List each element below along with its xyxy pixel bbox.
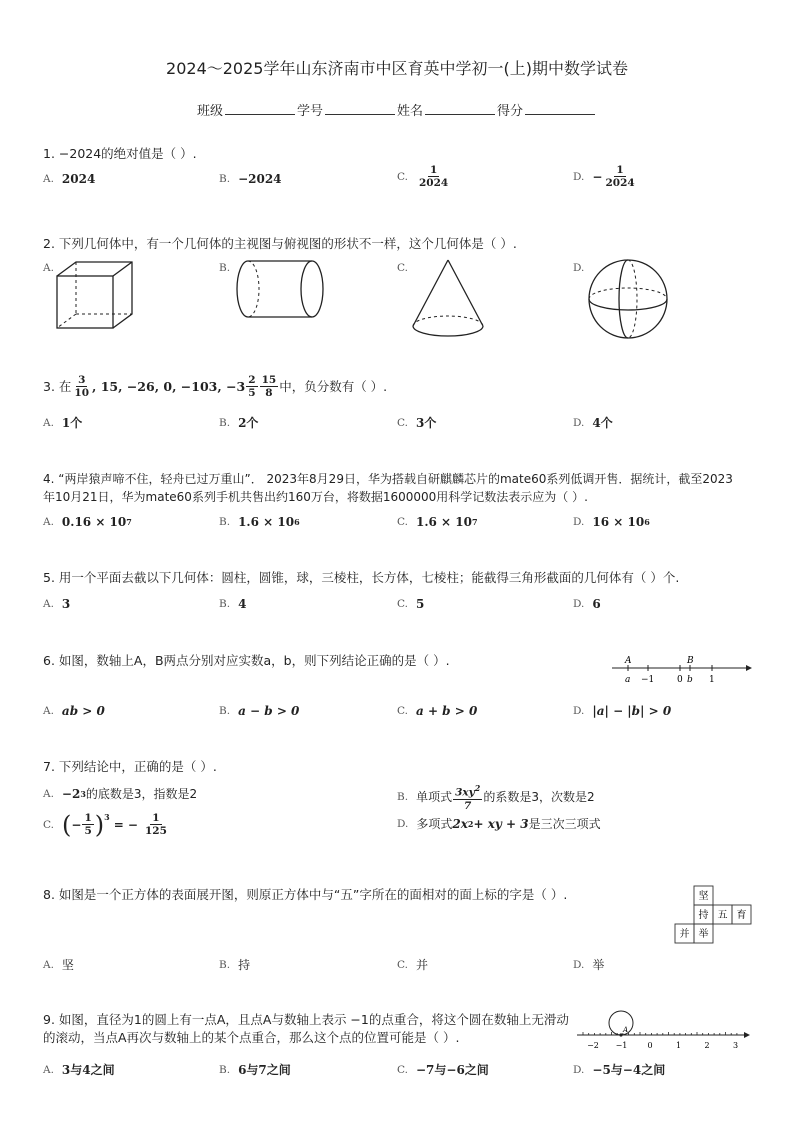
net-face-jian: 坚	[698, 891, 709, 902]
net-face-wu: 五	[717, 910, 728, 921]
svg-text:−1: −1	[615, 1041, 628, 1050]
svg-text:−2: −2	[587, 1041, 599, 1050]
fraction: $\frac{3}{10}$	[74, 374, 90, 399]
cube-figure	[54, 258, 138, 332]
svg-text:b: b	[687, 675, 693, 685]
q8-option-d[interactable]: D. 举	[573, 958, 605, 972]
q3-stem: 3. 在 $\frac{3}{10}$ , 15, −26, 0, −103, −3 $\frac{2}{5}$ $\frac{15}{8}$ 中，负分数有（ ）.	[43, 374, 388, 399]
q9-option-d[interactable]: D. −5与−4之间	[573, 1063, 666, 1077]
page-title: 2024～2025学年山东济南市中区育英中学初一(上)期中数学试卷	[166, 59, 628, 78]
q8-option-b[interactable]: B. 持	[219, 958, 251, 972]
q1-stem: 1. −2024的绝对值是（ ）.	[43, 146, 197, 161]
svg-text:−1: −1	[641, 675, 655, 685]
q7-option-a[interactable]: A. −2 3 的底数是3，指数是2	[43, 786, 198, 801]
cylinder-figure	[232, 258, 328, 324]
q8-stem: 8. 如图是一个正方体的表面展开图，则原正方体中与“五”字所在的面相对的面上标的字是（ ）.	[43, 887, 568, 902]
left-paren: (	[62, 810, 72, 839]
q6-option-a[interactable]: A. ab > 0	[43, 704, 105, 718]
blank-id[interactable]	[325, 101, 395, 115]
net-face-chi: 持	[698, 910, 709, 921]
blank-score[interactable]	[525, 101, 595, 115]
q9-stem-line1: 9. 如图，直径为1的圆上有一点A，且点A与数轴上表示 −1的点重合，将这个圆在数轴上无滑动	[43, 1012, 569, 1027]
circle-point-a: A	[623, 1026, 629, 1034]
q6-number-line	[610, 652, 754, 688]
student-info	[0, 100, 794, 119]
q5-option-b[interactable]: B. 4	[219, 597, 247, 611]
q7-option-b[interactable]: B. 单项式 $\frac{3xy^2}{7}$ 的系数是3，次数是2	[397, 783, 595, 812]
net-face-ju: 举	[698, 929, 709, 940]
q7-option-c[interactable]: C. ( − $\frac{1}{5}$ ) $^3$ = − $\frac{1}{125}$	[43, 810, 167, 839]
q6-option-d[interactable]: D. |a| − |b| > 0	[573, 704, 672, 718]
cone-figure	[408, 256, 490, 342]
fraction: $\frac{1}{2024}$	[419, 164, 449, 189]
field-name: 姓名	[397, 104, 424, 119]
q9-option-a[interactable]: A. 3与4之间	[43, 1063, 115, 1077]
svg-text:0: 0	[677, 675, 683, 685]
q9-rolling-circle-figure	[574, 1006, 754, 1052]
svg-text:0: 0	[647, 1041, 653, 1050]
q5-option-a[interactable]: A. 3	[43, 597, 71, 611]
q3-option-c[interactable]: C. 3个	[397, 416, 437, 430]
fraction: $\frac{1}{125}$	[145, 812, 167, 837]
q9-option-b[interactable]: B. 6与7之间	[219, 1063, 291, 1077]
fraction: $\frac{2}{5}$	[248, 374, 256, 399]
svg-text:2: 2	[704, 1041, 710, 1050]
q9-option-c[interactable]: C. −7与−6之间	[397, 1063, 489, 1077]
svg-text:1: 1	[675, 1041, 682, 1050]
fraction: $\frac{1}{5}$	[84, 812, 92, 837]
q9-stem-line2: 的滚动，当点A再次与数轴上的某个点重合，那么这个点的位置可能是（ ）.	[43, 1030, 460, 1045]
sphere-figure	[586, 256, 672, 342]
q6-option-c[interactable]: C. a + b > 0	[397, 704, 478, 718]
q8-option-a[interactable]: A. 坚	[43, 958, 74, 972]
q6-option-b[interactable]: B. a − b > 0	[219, 704, 300, 718]
q7-option-d[interactable]: D. 多项式 2x 2 + xy + 3 是三次三项式	[397, 816, 601, 831]
fraction: $\frac{1}{2024}$	[605, 164, 635, 189]
q5-option-d[interactable]: D. 6	[573, 597, 601, 611]
blank-name[interactable]	[425, 101, 495, 115]
q4-option-c[interactable]: C. 1.6 × 10 7	[397, 515, 478, 529]
blank-class[interactable]	[225, 101, 295, 115]
q3-option-a[interactable]: A. 1个	[43, 416, 83, 430]
svg-text:1: 1	[709, 675, 715, 685]
q3-option-d[interactable]: D. 4个	[573, 416, 613, 430]
cube-net-figure	[672, 884, 754, 944]
point-a-label: A	[625, 656, 632, 666]
q4-option-b[interactable]: B. 1.6 × 10 6	[219, 515, 300, 529]
q1-option-b[interactable]: B. −2024	[219, 172, 282, 186]
q4-stem-line1: 4. “两岸猿声啼不住，轻舟已过万重山”． 2023年8月29日，华为搭载自研麒麟芯片的mate60系列低调开售．据统计，截至2023	[43, 472, 733, 486]
q2-option-d[interactable]: D.	[573, 262, 585, 274]
right-paren: )	[94, 810, 105, 839]
field-class: 班级	[196, 104, 223, 119]
q2-option-a[interactable]: A.	[43, 262, 54, 274]
q4-stem-line2: 年10月21日，华为mate60系列手机共售出约160万台，将数据1600000用科学记数法表示应为（ ）.	[43, 490, 588, 504]
q6-stem: 6. 如图，数轴上A，B两点分别对应实数a，b，则下列结论正确的是（ ）.	[43, 653, 450, 668]
q5-stem: 5. 用一个平面去截以下几何体：圆柱，圆锥，球，三棱柱，长方体，七棱柱；能截得三角形截面的几何体有（ ）个.	[43, 570, 680, 585]
q8-option-c[interactable]: C. 并	[397, 958, 429, 972]
net-face-bing: 并	[679, 929, 690, 940]
q1-option-c[interactable]: C. $\frac{1}{2024}$	[397, 164, 449, 189]
net-face-yu: 育	[736, 910, 747, 921]
q4-option-d[interactable]: D. 16 × 10 6	[573, 515, 650, 529]
point-b-label: B	[687, 656, 694, 666]
q2-option-b[interactable]: B.	[219, 262, 231, 274]
q2-option-c[interactable]: C.	[397, 262, 408, 274]
svg-text:a: a	[625, 675, 631, 685]
q4-option-a[interactable]: A. 0.16 × 10 7	[43, 515, 132, 529]
fraction: $\frac{3xy^2}{7}$	[455, 783, 481, 812]
field-id: 学号	[296, 104, 323, 119]
q1-option-a[interactable]: A. 2024	[43, 172, 96, 186]
q5-option-c[interactable]: C. 5	[397, 597, 425, 611]
q7-stem: 7. 下列结论中，正确的是（ ）.	[43, 759, 217, 774]
field-score: 得分	[497, 104, 524, 119]
fraction: $\frac{15}{8}$	[261, 374, 277, 399]
svg-text:3: 3	[732, 1041, 739, 1050]
q1-option-d[interactable]: D. − $\frac{1}{2024}$	[573, 164, 635, 189]
q2-stem: 2. 下列几何体中，有一个几何体的主视图与俯视图的形状不一样，这个几何体是（ ）.	[43, 236, 517, 251]
q3-option-b[interactable]: B. 2个	[219, 416, 259, 430]
